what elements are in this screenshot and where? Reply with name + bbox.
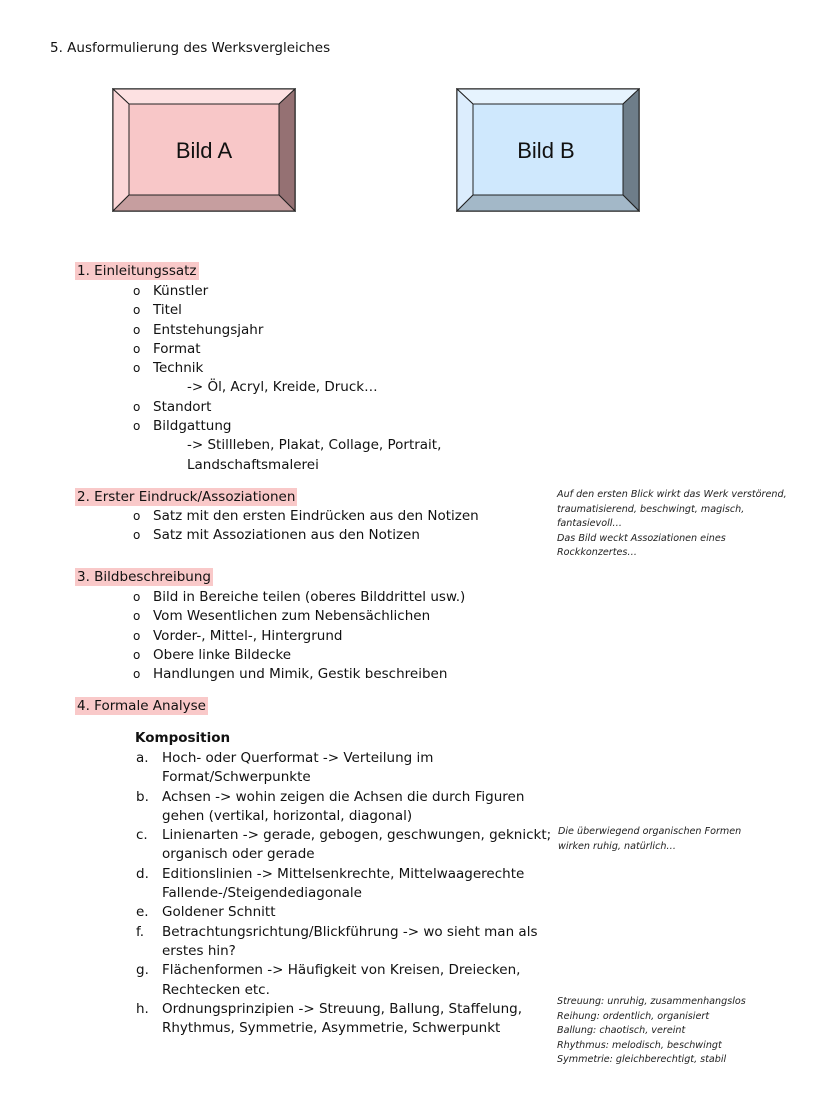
technik-detail: -> Öl, Acryl, Kreide, Druck… [187, 379, 378, 396]
section-2-list [133, 507, 479, 546]
bullet-circle-icon: o [133, 647, 141, 662]
page-title: 5. Ausformulierung des Werksvergleiches [50, 40, 331, 56]
list-item: o Satz mit den ersten Eindrücken aus den Notizen [153, 507, 479, 526]
section-1-list [133, 282, 442, 475]
bullet-circle-icon: o [133, 509, 141, 523]
frame-bild-a-right-bevel [279, 89, 295, 211]
section-2-heading: 2. Erster Eindruck/Assoziationen [77, 489, 296, 505]
section-4-heading: 4. Formale Analyse [77, 698, 206, 714]
list-item: o Bildgattung [153, 417, 441, 436]
frame-bild-b-label: Bild B [517, 138, 575, 163]
list-item: o Titel [153, 301, 441, 320]
list-item: h. Ordnungsprinzipien -> Streuung, Ballung, Staffelung, Rhythmus, Symmetrie, Asymmetrie, Schwerpunkt [136, 1000, 522, 1037]
list-item: d. Editionslinien -> Mittelsenkrechte, Mittelwaagerechte Fallende-/Steigendediagonale [136, 865, 525, 902]
list-item: o Satz mit Assoziationen aus den Notizen [153, 526, 479, 545]
list-item: a. Hoch- oder Querformat -> Verteilung im Format/Schwerpunkte [136, 750, 434, 786]
bildgattung-detail-line-1: -> Stillleben, Plakat, Collage, Portrait, [187, 437, 442, 454]
list-item: e. Goldener Schnitt [136, 904, 276, 921]
frame-bild-b-left-bevel [457, 89, 473, 211]
list-item: o Entstehungsjahr [153, 321, 441, 340]
list-item: f. Betrachtungsrichtung/Blickführung -> wo sieht man als erstes hin? [136, 923, 538, 959]
list-item: o Obere linke Bildecke [153, 646, 465, 665]
list-item: c. Linienarten -> gerade, gebogen, geschwungen, geknickt; organisch oder gerade [136, 827, 552, 863]
bullet-circle-icon: o [133, 667, 141, 682]
list-item: o Format [153, 340, 441, 359]
frame-bild-b-right-bevel [623, 89, 639, 211]
section-1-heading: 1. Einleitungssatz [77, 263, 197, 279]
list-item: o Vom Wesentlichen zum Nebensächlichen [153, 607, 465, 626]
bullet-circle-icon: o [133, 628, 141, 643]
list-item: o Standort [153, 398, 441, 417]
section-2-margin-note: Auf den ersten Blick wirkt das Werk verstörend, traumatisierend, beschwingt, magisch, fantasievoll… Das Bild weckt Assoziationen eines Rockkonzertes… [557, 489, 787, 559]
komposition-heading: Komposition [135, 730, 231, 746]
list-item: o Vorder-, Mittel-, Hintergrund [153, 627, 465, 646]
frame-bild-a-label: Bild A [175, 138, 233, 163]
list-item: o Handlungen und Mimik, Gestik beschreiben [153, 665, 465, 684]
list-item: g. Flächenformen -> Häufigkeit von Kreisen, Dreiecken, Rechtecken etc. [136, 962, 521, 998]
bullet-circle-icon: o [133, 528, 141, 543]
bullet-circle-icon: o [133, 303, 141, 318]
frame-bild-a [112, 88, 296, 212]
bullet-circle-icon: o [133, 419, 141, 434]
frame-bild-a-top-bevel [113, 89, 295, 104]
list-item: b. Achsen -> wohin zeigen die Achsen die durch Figuren gehen (vertikal, horizontal, diagonal) [136, 788, 525, 824]
bullet-circle-icon: o [133, 361, 141, 376]
bullet-circle-icon: o [133, 590, 141, 604]
bullet-circle-icon: o [133, 284, 141, 298]
bildgattung-detail-line-2: Landschaftsmalerei [187, 456, 319, 473]
ordnungsprinzipien-margin-note: Streuung: unruhig, zusammenhangslos Reihung: ordentlich, organisiert Ballung: chaotisch, vereint Rhythmus: melodisch, beschwingt Symmetrie: gleichberechtigt, stabil [557, 996, 746, 1066]
frame-bild-b-bottom-bevel [457, 195, 639, 211]
section-3-list [133, 588, 466, 684]
bullet-circle-icon: o [133, 399, 141, 414]
linienarten-margin-note: Die überwiegend organischen Formen wirken ruhig, natürlich… [558, 826, 742, 852]
section-3-heading: 3. Bildbeschreibung [77, 569, 211, 585]
frame-bild-a-left-bevel [113, 89, 129, 211]
list-item: o Technik [153, 359, 441, 378]
bullet-circle-icon: o [133, 341, 141, 356]
frame-bild-b-top-bevel [457, 89, 639, 104]
bullet-circle-icon: o [133, 322, 141, 337]
frame-bild-b [456, 88, 640, 212]
bullet-circle-icon: o [133, 609, 141, 624]
komposition-list [136, 749, 552, 1038]
frame-bild-a-bottom-bevel [113, 195, 295, 211]
list-item: o Künstler [153, 282, 441, 301]
list-item: o Bild in Bereiche teilen (oberes Bilddrittel usw.) [153, 588, 465, 607]
